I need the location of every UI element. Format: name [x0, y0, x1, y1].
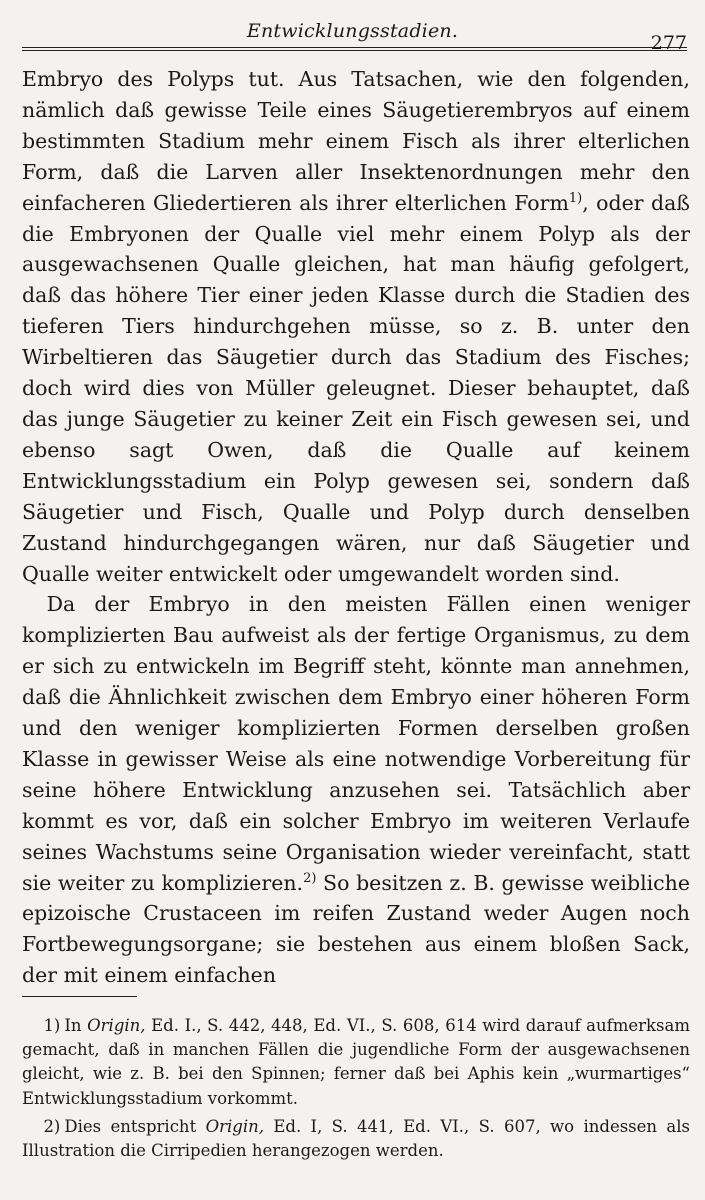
main-text [22, 64, 690, 991]
page-number: 277 [650, 32, 687, 54]
paragraph-text: So besitzen z. B. gewisse weibliche epizoische Crustaceen im reifen Zustand weder Augen noch Fortbewegungsorgane; sie bestehen aus einem bloßen Sack, der mit einem einfachen [22, 870, 690, 988]
paragraph-text: , oder daß die Embryonen der Qualle viel mehr einem Polyp als der ausgewachsenen Qualle gleichen, hat man häufig gefolgert, daß das höhere Tier einer jeden Klasse durch die Stadien des tieferen Tiers hindurchgehen müsse, so z. B. unter den Wirbeltieren das Säugetier durch das Stadium des Fisches; doch wird dies von Müller geleugnet. Dieser behauptet, daß das junge Säugetier zu keiner Zeit ein Fisch gewesen sei, und ebenso sagt Owen, daß die Qualle auf keinem Entwicklungsstadium ein Polyp gewesen sei, sondern daß Säugetier und Fisch, Qualle und Polyp durch denselben Zustand hindurchgegangen wären, nur daß Säugetier und Qualle weiter entwickelt oder umgewandelt worden sind. [22, 190, 690, 586]
footnotes [22, 1014, 690, 1167]
footnote-reference: 1) [568, 190, 583, 206]
running-title: Entwicklungsstadien. [246, 20, 459, 42]
paragraph-text: Da der Embryo in den meisten Fällen einen weniger komplizierten Bau aufweist als der fertige Organismus, zu dem er sich zu entwickeln im Begriff steht, könnte man annehmen, daß die Ähnlichkeit zwischen dem Embryo einer höheren Form und den weniger komplizierten Formen derselben großen Klasse in gewisser Weise als eine notwendige Vorbereitung für seine höhere Entwicklung anzusehen sei. Tatsächlich aber kommt es vor, daß ein solcher Embryo im weiteren Verlaufe seines Wachstums seine Organisation wieder vereinfacht, statt sie weiter zu komplizieren. [22, 592, 690, 895]
footnote-marker: 1) [43, 1016, 61, 1035]
footnote [22, 1014, 690, 1111]
paragraph-text: Embryo des Polyps tut. Aus Tatsachen, wie den folgenden, nämlich daß gewisse Teile eines Säugetierembryos auf einem bestimmten Stadium mehr einem Fisch als ihrer elterlichen Form, daß die Larven aller Insektenordnungen mehr den einfacheren Gliedertieren als ihrer elterlichen Form [22, 67, 690, 215]
footnote-text: Ed. I., S. 442, 448, Ed. VI., S. 608, 614 wird darauf aufmerksam gemacht, daß in manchen Fällen die jugendliche Form der ausgewachsenen gleicht, wie z. B. bei den Spinnen; ferner daß bei Aphis kein „wurmartiges“ Entwicklungsstadium vorkommt. [22, 1016, 691, 1108]
footnote-title: Origin, [87, 1016, 146, 1035]
footnote-text: Ed. I, S. 441, Ed. VI., S. 607, wo indessen als Illustration die Cirripedien herangezogen werden. [22, 1116, 690, 1161]
footnote-text: In [64, 1016, 88, 1035]
paragraph [22, 589, 690, 991]
running-head [0, 20, 705, 54]
footnote [22, 1115, 690, 1163]
footnote-title: Origin, [205, 1116, 264, 1136]
paragraph [22, 64, 690, 589]
footnote-text: Dies entspricht [64, 1116, 206, 1136]
footnote-separator [22, 996, 137, 997]
header-double-rule [22, 47, 687, 51]
footnote-reference: 2) [303, 870, 317, 886]
footnote-marker: 2) [43, 1116, 61, 1136]
